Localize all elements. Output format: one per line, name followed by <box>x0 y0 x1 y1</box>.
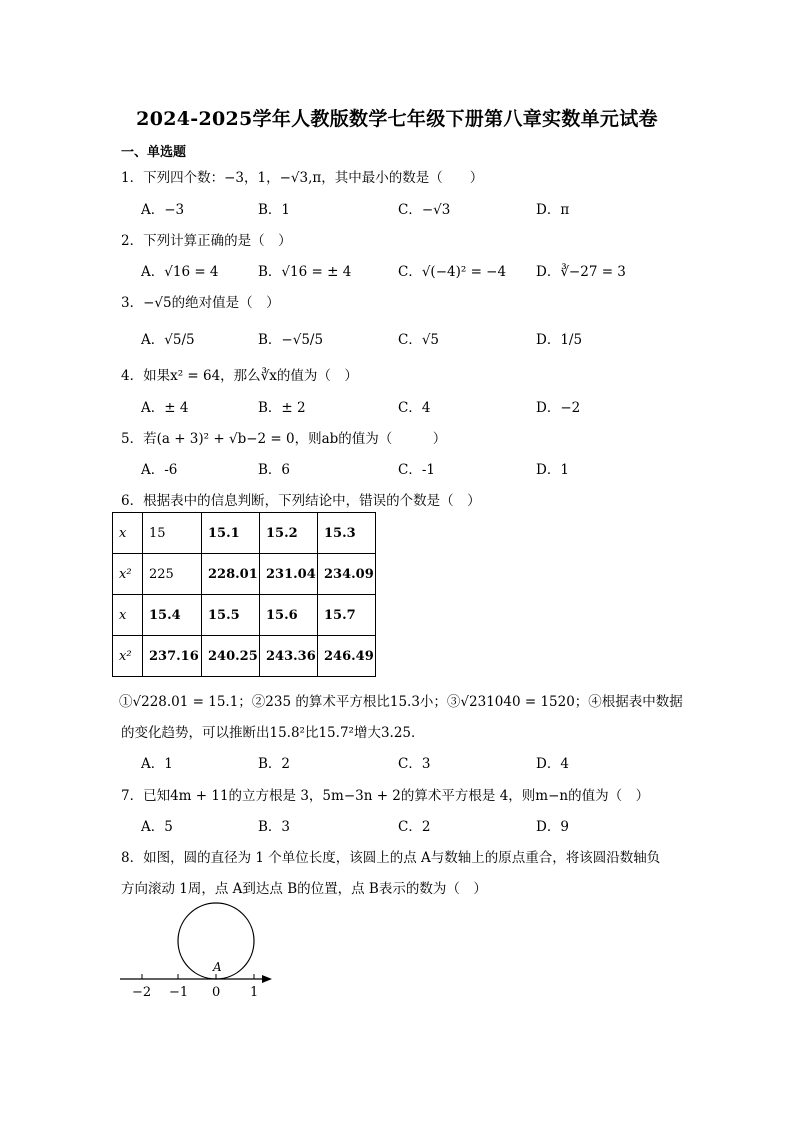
table-cell: 15.6 <box>260 595 318 636</box>
table-cell: 246.49 <box>318 636 376 677</box>
q1-option-b[interactable]: B．1 <box>258 202 291 218</box>
question-1-stem: 1．下列四个数：−3，1，−√3,π，其中最小的数是（ ） <box>121 170 484 186</box>
table-cell: x <box>113 595 143 636</box>
q3-option-a[interactable]: A．√5/5 <box>141 332 195 348</box>
question-3-stem: 3．−√5的绝对值是（ ） <box>121 295 280 311</box>
q2-option-b[interactable]: B．√16 = ± 4 <box>258 264 352 280</box>
table-cell: 228.01 <box>202 554 260 595</box>
tick-label: −1 <box>169 985 189 998</box>
q1-option-c[interactable]: C．−√3 <box>398 202 451 218</box>
q7-option-b[interactable]: B．3 <box>258 819 291 835</box>
q3-option-c[interactable]: C．√5 <box>398 332 440 348</box>
q4-option-d[interactable]: D．−2 <box>536 400 581 416</box>
table-row <box>113 595 376 636</box>
question-8-stem-cont: 方向滚动 1周，点 A到达点 B的位置，点 B表示的数为（ ） <box>121 881 487 897</box>
table-cell: 225 <box>143 554 202 595</box>
table-cell: 15.2 <box>260 513 318 554</box>
table-cell: x² <box>113 636 143 677</box>
q5-option-b[interactable]: B．6 <box>258 462 291 478</box>
q6-option-a[interactable]: A．1 <box>141 756 173 772</box>
table-cell: 15.4 <box>143 595 202 636</box>
question-7-stem: 7．已知4m + 11的立方根是 3，5m−3n + 2的算术平方根是 4，则m−n的值为（ ） <box>121 788 650 804</box>
table-cell: 15.3 <box>318 513 376 554</box>
table-cell: 240.25 <box>202 636 260 677</box>
table-cell: 15.5 <box>202 595 260 636</box>
table-row <box>113 554 376 595</box>
table-cell: 15.7 <box>318 595 376 636</box>
axis-arrow-icon <box>262 975 272 983</box>
table-cell: 231.04 <box>260 554 318 595</box>
question-4-stem: 4．如果x² = 64，那么∛x的值为（ ） <box>121 368 358 384</box>
q4-option-b[interactable]: B．± 2 <box>258 400 306 416</box>
q7-option-d[interactable]: D．9 <box>536 819 569 835</box>
q4-option-c[interactable]: C．4 <box>398 400 431 416</box>
table-cell: x <box>113 513 143 554</box>
q2-option-a[interactable]: A．√16 = 4 <box>141 264 219 280</box>
point-a-label: A <box>213 960 222 974</box>
q5-option-a[interactable]: A．-6 <box>141 462 178 478</box>
data-table <box>112 512 376 677</box>
q5-option-c[interactable]: C．-1 <box>398 462 435 478</box>
table-row <box>113 636 376 677</box>
q5-option-d[interactable]: D．1 <box>536 462 569 478</box>
q1-option-d[interactable]: D．π <box>536 202 570 218</box>
table-cell: 15 <box>143 513 202 554</box>
q3-option-d[interactable]: D．1/5 <box>536 332 583 348</box>
question-5-stem: 5．若(a + 3)² + √b−2 = 0，则ab的值为（ ） <box>121 431 447 447</box>
q2-option-d[interactable]: D．∛−27 = 3 <box>536 264 626 280</box>
q6-option-d[interactable]: D．4 <box>536 756 569 772</box>
q3-option-b[interactable]: B．−√5/5 <box>258 332 324 348</box>
table-cell: x² <box>113 554 143 595</box>
q4-option-a[interactable]: A．± 4 <box>141 400 189 416</box>
question-8-stem: 8．如图，圆的直径为 1 个单位长度，该圆上的点 A与数轴上的原点重合，将该圆沿数轴负 <box>121 850 661 866</box>
q1-option-a[interactable]: A．−3 <box>141 202 185 218</box>
question-6-statements: ①√228.01 = 15.1；②235 的算术平方根比15.3小；③√231040 = 1520；④根据表中数据 <box>119 694 683 710</box>
page-title: 2024-2025学年人教版数学七年级下册第八章实数单元试卷 <box>136 108 658 130</box>
table-cell: 237.16 <box>143 636 202 677</box>
question-6-stem: 6．根据表中的信息判断，下列结论中，错误的个数是（ ） <box>121 493 481 509</box>
q6-option-c[interactable]: C．3 <box>398 756 431 772</box>
number-line-figure <box>112 898 282 998</box>
table-cell: 234.09 <box>318 554 376 595</box>
q7-option-a[interactable]: A．5 <box>141 819 173 835</box>
table-row <box>113 513 376 554</box>
question-2-stem: 2．下列计算正确的是（ ） <box>121 233 292 249</box>
table-cell: 15.1 <box>202 513 260 554</box>
tick-label: 0 <box>212 985 221 998</box>
q6-option-b[interactable]: B．2 <box>258 756 291 772</box>
tick-label: −2 <box>132 985 152 998</box>
question-6-statements-cont: 的变化趋势，可以推断出15.8²比15.7²增大3.25． <box>121 725 425 741</box>
tick-label: 1 <box>250 985 259 998</box>
q7-option-c[interactable]: C．2 <box>398 819 431 835</box>
q2-option-c[interactable]: C．√(−4)² = −4 <box>398 264 507 280</box>
table-cell: 243.36 <box>260 636 318 677</box>
section-heading: 一、单选题 <box>121 145 187 160</box>
